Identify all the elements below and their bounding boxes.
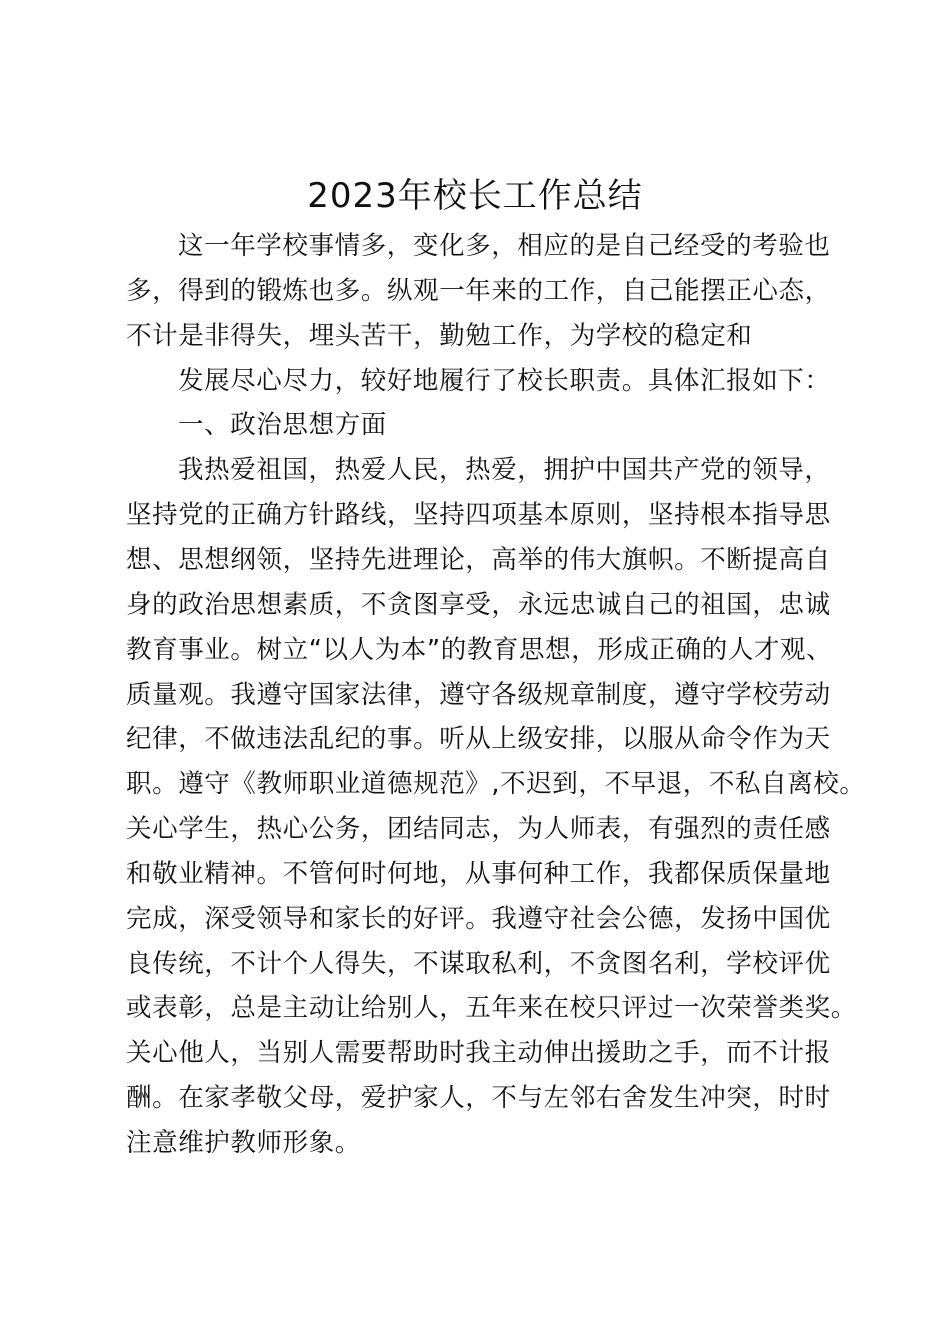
paragraph-line: 注意维护教师形象。 (126, 1128, 361, 1158)
paragraph-line: 或表彰，总是主动让给别人，五年来在校只评过一次荣誉类奖。 (126, 993, 857, 1023)
paragraph-line: 质量观。我遵守国家法律，遵守各级规章制度，遵守学校劳动 (126, 680, 831, 710)
paragraph-line: 坚持党的正确方针路线，坚持四项基本原则，坚持根本指导思 (126, 500, 831, 530)
paragraph-line: 关心他人，当别人需要帮助时我主动伸出援助之手，而不计报 (126, 1038, 831, 1068)
document-title: 2023年校长工作总结 (307, 176, 643, 216)
paragraph-line: 发展尽心尽力，较好地履行了校长职责。具体汇报如下： (178, 366, 831, 396)
paragraph-line: 关心学生，热心公务，团结同志，为人师表，有强烈的责任感 (126, 814, 831, 844)
paragraph-line: 身的政治思想素质，不贪图享受，永远忠诚自己的祖国，忠诚 (126, 590, 831, 620)
paragraph-line: 纪律，不做违法乱纪的事。听从上级安排，以服从命令作为天 (126, 724, 831, 754)
paragraph-line: 酬。在家孝敬父母，爱护家人，不与左邻右舍发生冲突，时时 (126, 1083, 831, 1113)
paragraph-line: 完成，深受领导和家长的好评。我遵守社会公德，发扬中国优 (126, 904, 831, 934)
paragraph-line: 我热爱祖国，热爱人民，热爱，拥护中国共产党的领导， (178, 455, 831, 485)
paragraph-line: 教育事业。树立“以人为本”的教育思想，形成正确的人才观、 (126, 635, 833, 665)
section-heading: 一、政治思想方面 (178, 410, 387, 440)
paragraph-line: 这一年学校事情多，变化多，相应的是自己经受的考验也 (178, 231, 831, 261)
paragraph-line: 和敬业精神。不管何时何地，从事何种工作，我都保质保量地 (126, 859, 831, 889)
paragraph-line: 想、思想纲领，坚持先进理论，高举的伟大旗帜。不断提高自 (126, 545, 831, 575)
paragraph-line: 良传统，不计个人得失，不谋取私利，不贪图名利，学校评优 (126, 949, 831, 979)
paragraph-line: 不计是非得失，埋头苦干，勤勉工作，为学校的稳定和 (126, 321, 753, 351)
paragraph-line: 职。遵守《教师职业道德规范》,不迟到，不早退，不私自离校。 (126, 769, 866, 799)
paragraph-line: 多，得到的锻炼也多。纵观一年来的工作，自己能摆正心态， (126, 276, 831, 306)
